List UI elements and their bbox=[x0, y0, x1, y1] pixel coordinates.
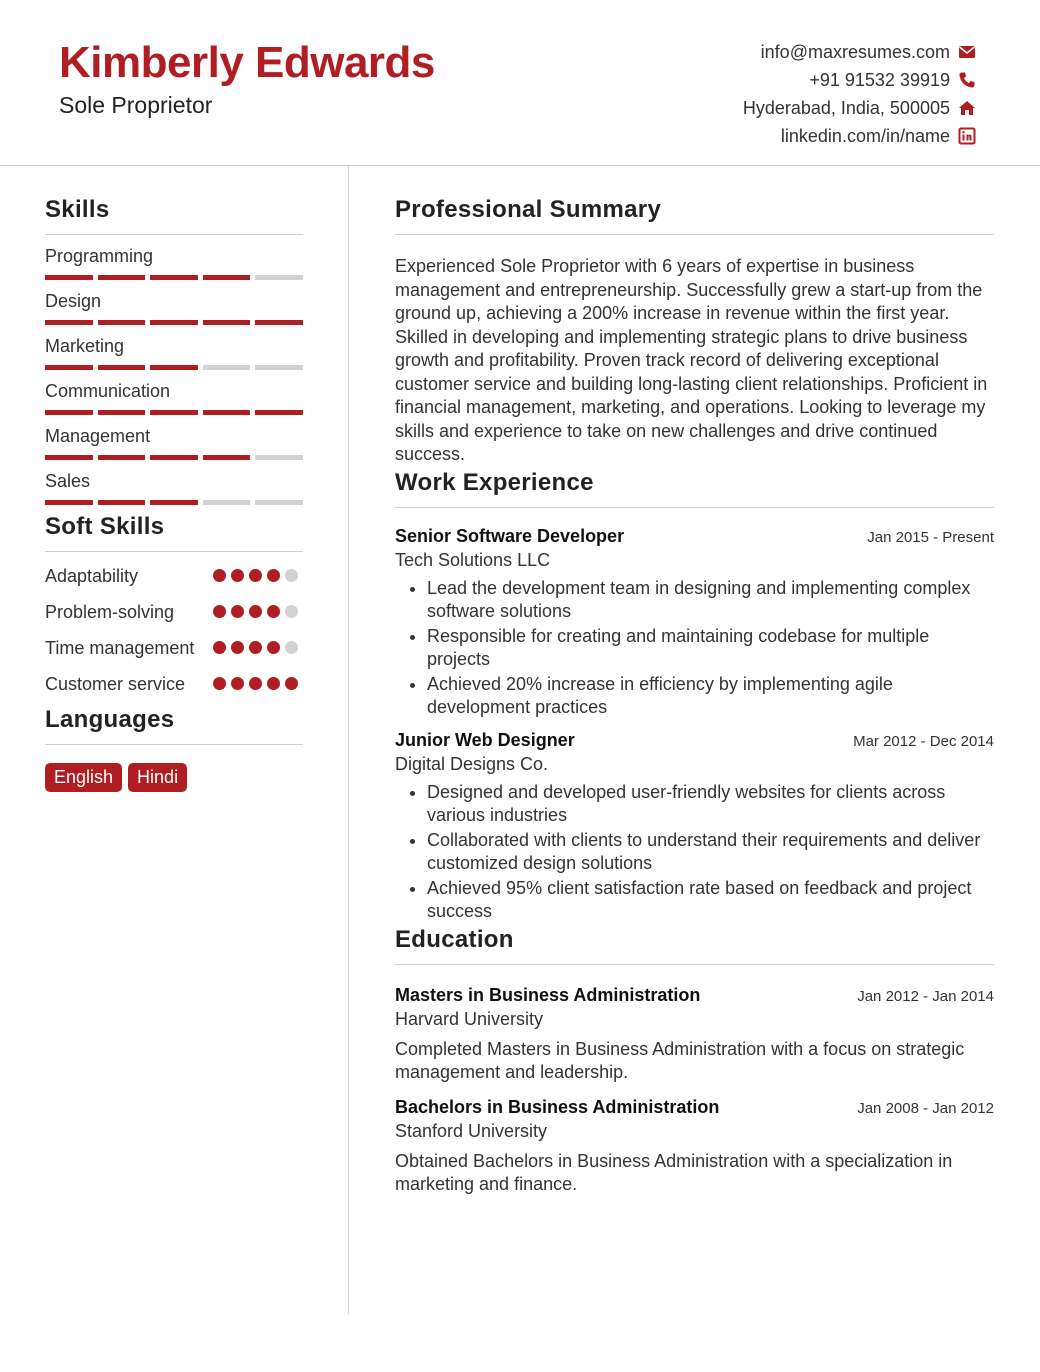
skills-divider bbox=[45, 234, 303, 235]
rating-dot bbox=[231, 641, 244, 654]
skill-item bbox=[45, 245, 303, 280]
soft-skills-divider bbox=[45, 551, 303, 552]
soft-skill-name: Customer service bbox=[45, 674, 186, 694]
level-segment bbox=[150, 455, 198, 460]
education-degree: Masters in Business Administration bbox=[395, 984, 701, 1005]
skill-name: Communication bbox=[45, 381, 171, 401]
rating-dot bbox=[249, 569, 262, 582]
job-role: Junior Web Designer bbox=[395, 729, 575, 750]
level-segment bbox=[98, 365, 146, 370]
skill-name: Programming bbox=[45, 246, 154, 266]
level-segment bbox=[255, 410, 303, 415]
soft-skill-item bbox=[45, 636, 303, 664]
level-segment bbox=[255, 365, 303, 370]
summary-text: Experienced Sole Proprietor with 6 years of expertise in business management and entrepreneurship. Successfully grew a start-up from the ground up, achieving a 200% increase in revenue within the first year. Skilled in developing and implementing strategic plans to drive business growth and profitability. Proven track record of delivering exceptional customer service and building long-lasting client relationships. Proficient in financial management, marketing, and operations. Looking to leverage my skills and experience to take on new challenges and drive continued success. bbox=[395, 256, 988, 464]
skill-level-bar bbox=[45, 365, 303, 370]
soft-skill-rating bbox=[213, 672, 303, 700]
education-heading: Education bbox=[395, 925, 514, 953]
skill-level-bar bbox=[45, 275, 303, 280]
rating-dot bbox=[231, 677, 244, 690]
education-date: Jan 2012 - Jan 2014 bbox=[857, 987, 994, 1005]
level-segment bbox=[98, 500, 146, 505]
education-divider bbox=[395, 964, 994, 965]
contact-address-text: Hyderabad, India, 500005 bbox=[742, 97, 950, 118]
level-segment bbox=[150, 320, 198, 325]
rating-dot bbox=[285, 641, 298, 654]
envelope-icon bbox=[958, 43, 976, 61]
education-entry bbox=[395, 985, 994, 1085]
level-segment bbox=[255, 455, 303, 460]
rating-dot bbox=[231, 605, 244, 618]
skill-item bbox=[45, 380, 303, 415]
education-degree: Bachelors in Business Administration bbox=[395, 1096, 720, 1117]
rating-dot bbox=[213, 677, 226, 690]
job-date: Mar 2012 - Dec 2014 bbox=[853, 732, 994, 750]
languages-divider bbox=[45, 744, 303, 745]
rating-dot bbox=[213, 569, 226, 582]
level-segment bbox=[203, 410, 251, 415]
rating-dot bbox=[267, 677, 280, 690]
skill-level-bar bbox=[45, 500, 303, 505]
contact-email-text: info@maxresumes.com bbox=[760, 41, 950, 62]
language-tag: English bbox=[45, 763, 122, 792]
summary-divider bbox=[395, 234, 994, 235]
skill-level-bar bbox=[45, 455, 303, 460]
skills-list bbox=[45, 245, 303, 505]
languages-list bbox=[45, 763, 303, 792]
rating-dot bbox=[267, 605, 280, 618]
column-divider bbox=[348, 166, 349, 1314]
phone-icon bbox=[958, 71, 976, 89]
contact-list bbox=[743, 38, 976, 150]
skill-item bbox=[45, 290, 303, 325]
job-date: Jan 2015 - Present bbox=[867, 528, 994, 546]
contact-address bbox=[743, 94, 976, 122]
soft-skill-name: Adaptability bbox=[45, 566, 139, 586]
level-segment bbox=[150, 275, 198, 280]
job-bullets bbox=[395, 781, 994, 924]
soft-skill-item bbox=[45, 672, 303, 700]
job-bullet: • Responsible for creating and maintaining codebase for multiple projects bbox=[427, 625, 994, 672]
rating-dot bbox=[249, 677, 262, 690]
languages-heading: Languages bbox=[45, 706, 175, 733]
rating-dot bbox=[267, 641, 280, 654]
soft-skill-rating bbox=[213, 600, 303, 628]
level-segment bbox=[203, 500, 251, 505]
job-bullet: • Achieved 20% increase in efficiency by implementing agile development practices bbox=[427, 673, 994, 720]
level-segment bbox=[203, 365, 251, 370]
level-segment bbox=[98, 410, 146, 415]
level-segment bbox=[203, 320, 251, 325]
job-bullet: • Lead the development team in designing and implementing complex software solutions bbox=[427, 577, 994, 624]
level-segment bbox=[45, 410, 93, 415]
soft-skill-name: Time management bbox=[45, 638, 195, 658]
skill-name: Design bbox=[45, 291, 102, 311]
skills-heading: Skills bbox=[45, 196, 110, 223]
rating-dot bbox=[285, 677, 298, 690]
soft-skill-rating bbox=[213, 564, 303, 592]
job-role: Senior Software Developer bbox=[395, 525, 625, 546]
job-company: Digital Designs Co. bbox=[395, 753, 549, 774]
level-segment bbox=[255, 500, 303, 505]
rating-dot bbox=[249, 605, 262, 618]
job-bullets bbox=[395, 577, 994, 720]
language-tag: Hindi bbox=[128, 763, 187, 792]
soft-skills-list bbox=[45, 564, 303, 700]
skill-item bbox=[45, 470, 303, 505]
candidate-name: Kimberly Edwards bbox=[59, 38, 435, 87]
level-segment bbox=[98, 455, 146, 460]
skill-item bbox=[45, 425, 303, 460]
summary-heading: Professional Summary bbox=[395, 196, 662, 223]
level-segment bbox=[203, 275, 251, 280]
level-segment bbox=[150, 410, 198, 415]
contact-phone[interactable] bbox=[743, 66, 976, 94]
rating-dot bbox=[213, 641, 226, 654]
soft-skill-item bbox=[45, 564, 303, 592]
education-description: Obtained Bachelors in Business Administration with a specialization in marketing and finance. bbox=[395, 1150, 953, 1194]
soft-skill-item bbox=[45, 600, 303, 628]
soft-skills-heading: Soft Skills bbox=[45, 513, 165, 540]
job-bullet: • Achieved 95% client satisfaction rate based on feedback and project success bbox=[427, 877, 994, 924]
candidate-title: Sole Proprietor bbox=[59, 92, 213, 118]
contact-email[interactable] bbox=[743, 38, 976, 66]
contact-linkedin[interactable] bbox=[743, 122, 976, 150]
skill-name: Sales bbox=[45, 471, 91, 491]
level-segment bbox=[45, 320, 93, 325]
level-segment bbox=[150, 500, 198, 505]
soft-skill-rating bbox=[213, 636, 303, 664]
level-segment bbox=[45, 455, 93, 460]
skill-name: Management bbox=[45, 426, 151, 446]
job-entry bbox=[395, 526, 994, 720]
rating-dot bbox=[231, 569, 244, 582]
experience-divider bbox=[395, 507, 994, 508]
linkedin-icon bbox=[958, 127, 976, 145]
education-description: Completed Masters in Business Administration with a focus on strategic management and leadership. bbox=[395, 1038, 965, 1082]
job-entry bbox=[395, 730, 994, 924]
contact-phone-text: +91 91532 39919 bbox=[809, 69, 950, 90]
level-segment bbox=[45, 500, 93, 505]
skill-item bbox=[45, 335, 303, 370]
skill-name: Marketing bbox=[45, 336, 125, 356]
education-date: Jan 2008 - Jan 2012 bbox=[857, 1099, 994, 1117]
main-content bbox=[395, 196, 994, 1197]
rating-dot bbox=[285, 605, 298, 618]
contact-linkedin-text: linkedin.com/in/name bbox=[780, 125, 950, 146]
level-segment bbox=[150, 365, 198, 370]
rating-dot bbox=[267, 569, 280, 582]
sidebar bbox=[45, 196, 303, 792]
skill-level-bar bbox=[45, 410, 303, 415]
rating-dot bbox=[285, 569, 298, 582]
rating-dot bbox=[213, 605, 226, 618]
job-company: Tech Solutions LLC bbox=[395, 549, 551, 570]
skill-level-bar bbox=[45, 320, 303, 325]
experience-heading: Work Experience bbox=[395, 468, 594, 496]
education-school: Stanford University bbox=[395, 1120, 548, 1141]
soft-skill-name: Problem-solving bbox=[45, 602, 175, 622]
level-segment bbox=[98, 320, 146, 325]
education-school: Harvard University bbox=[395, 1008, 544, 1029]
level-segment bbox=[45, 275, 93, 280]
home-icon bbox=[958, 99, 976, 117]
rating-dot bbox=[249, 641, 262, 654]
level-segment bbox=[255, 320, 303, 325]
education-entry bbox=[395, 1097, 994, 1197]
job-bullet: • Designed and developed user-friendly websites for clients across various industries bbox=[427, 781, 994, 828]
level-segment bbox=[203, 455, 251, 460]
job-bullet: • Collaborated with clients to understand their requirements and deliver customized design solutions bbox=[427, 829, 994, 876]
level-segment bbox=[45, 365, 93, 370]
resume-header bbox=[0, 0, 1040, 166]
level-segment bbox=[255, 275, 303, 280]
level-segment bbox=[98, 275, 146, 280]
